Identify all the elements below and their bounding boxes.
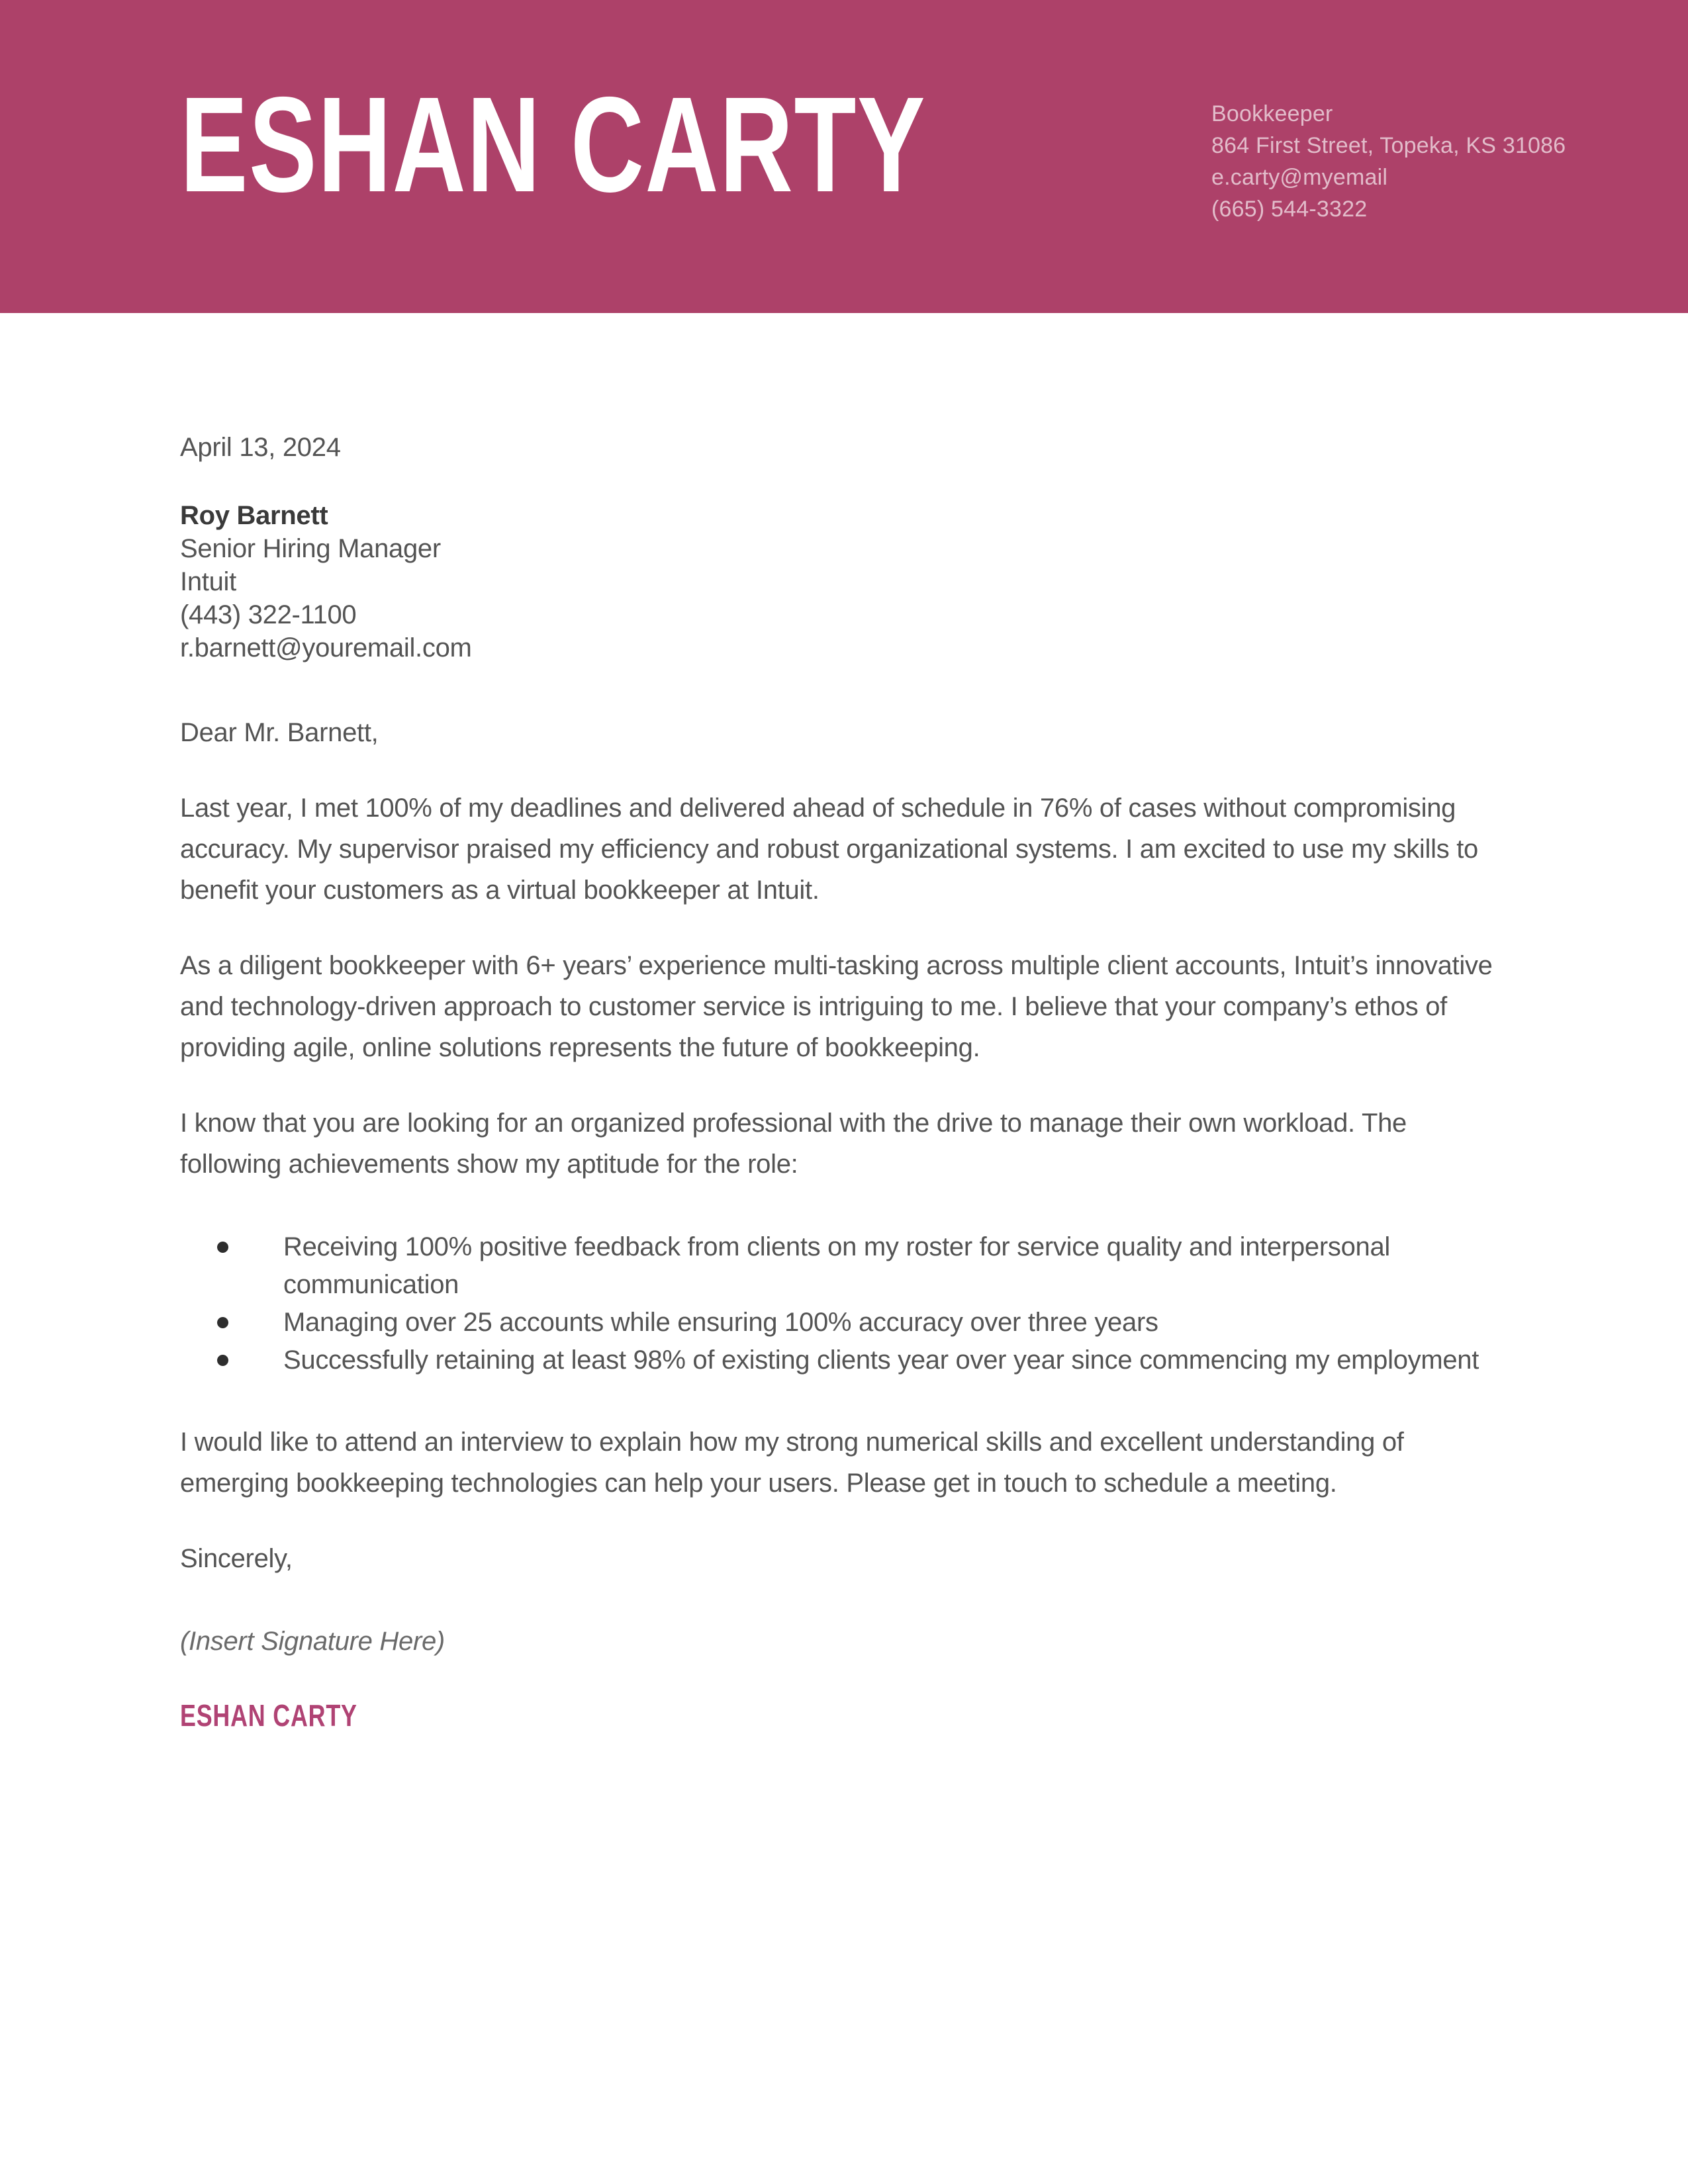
list-item-text: Successfully retaining at least 98% of existing clients year over year since commencing my employment <box>283 1345 1479 1375</box>
contact-job-title: Bookkeeper <box>1211 101 1333 126</box>
contact-address: 864 First Street, Topeka, KS 31086 <box>1211 133 1566 158</box>
sign-off: Sincerely, <box>180 1544 293 1573</box>
achievements-list <box>180 1228 1511 1379</box>
recipient-email: r.barnett@youremail.com <box>180 633 472 662</box>
list-item <box>180 1304 1511 1342</box>
contact-phone: (665) 544-3322 <box>1211 197 1368 222</box>
paragraph-list-intro: I know that you are looking for an organized professional with the drive to manage their own workload. The following achievements show my aptitude for the role: <box>180 1109 1407 1179</box>
list-item <box>180 1342 1511 1379</box>
salutation: Dear Mr. Barnett, <box>180 718 379 747</box>
header-contact-block <box>1211 98 1566 225</box>
closing-paragraph: I would like to attend an interview to explain how my strong numerical skills and excellent understanding of emerging bookkeeping technologies can help your users. Please get in touch to schedule a meeting. <box>180 1428 1404 1498</box>
recipient-name: Roy Barnett <box>180 501 328 530</box>
bullet-icon <box>217 1242 228 1253</box>
list-item-text: Managing over 25 accounts while ensuring 100% accuracy over three years <box>283 1308 1158 1337</box>
recipient-title: Senior Hiring Manager <box>180 534 441 563</box>
signature-placeholder: (Insert Signature Here) <box>180 1627 445 1656</box>
paragraph-achievements-summary: Last year, I met 100% of my deadlines and delivered ahead of schedule in 76% of cases without compromising accuracy. My supervisor praised my efficiency and robust organizational systems. I am excited to use my skills to benefit your customers as a virtual bookkeeper at Intuit. <box>180 794 1478 905</box>
bullet-icon <box>217 1317 228 1328</box>
paragraph-company-interest: As a diligent bookkeeper with 6+ years’ experience multi-tasking across multiple client accounts, Intuit’s innovative and technology-driven approach to customer service is intriguing to me. I believe that your company’s ethos of providing agile, online solutions represents the future of bookkeeping. <box>180 951 1493 1062</box>
signature-name: ESHAN CARTY <box>180 1698 357 1733</box>
contact-email: e.carty@myemail <box>1211 165 1388 190</box>
list-item-text: Receiving 100% positive feedback from clients on my roster for service quality and interpersonal communication <box>283 1232 1391 1299</box>
letter-date: April 13, 2024 <box>180 433 341 462</box>
applicant-name: ESHAN CARTY <box>180 69 926 220</box>
letter-body <box>180 427 1511 1733</box>
recipient-block <box>180 499 1511 664</box>
list-item <box>180 1228 1511 1304</box>
recipient-phone: (443) 322-1100 <box>180 600 357 629</box>
header-band <box>0 0 1688 313</box>
bullet-icon <box>217 1355 228 1366</box>
recipient-company: Intuit <box>180 567 236 596</box>
